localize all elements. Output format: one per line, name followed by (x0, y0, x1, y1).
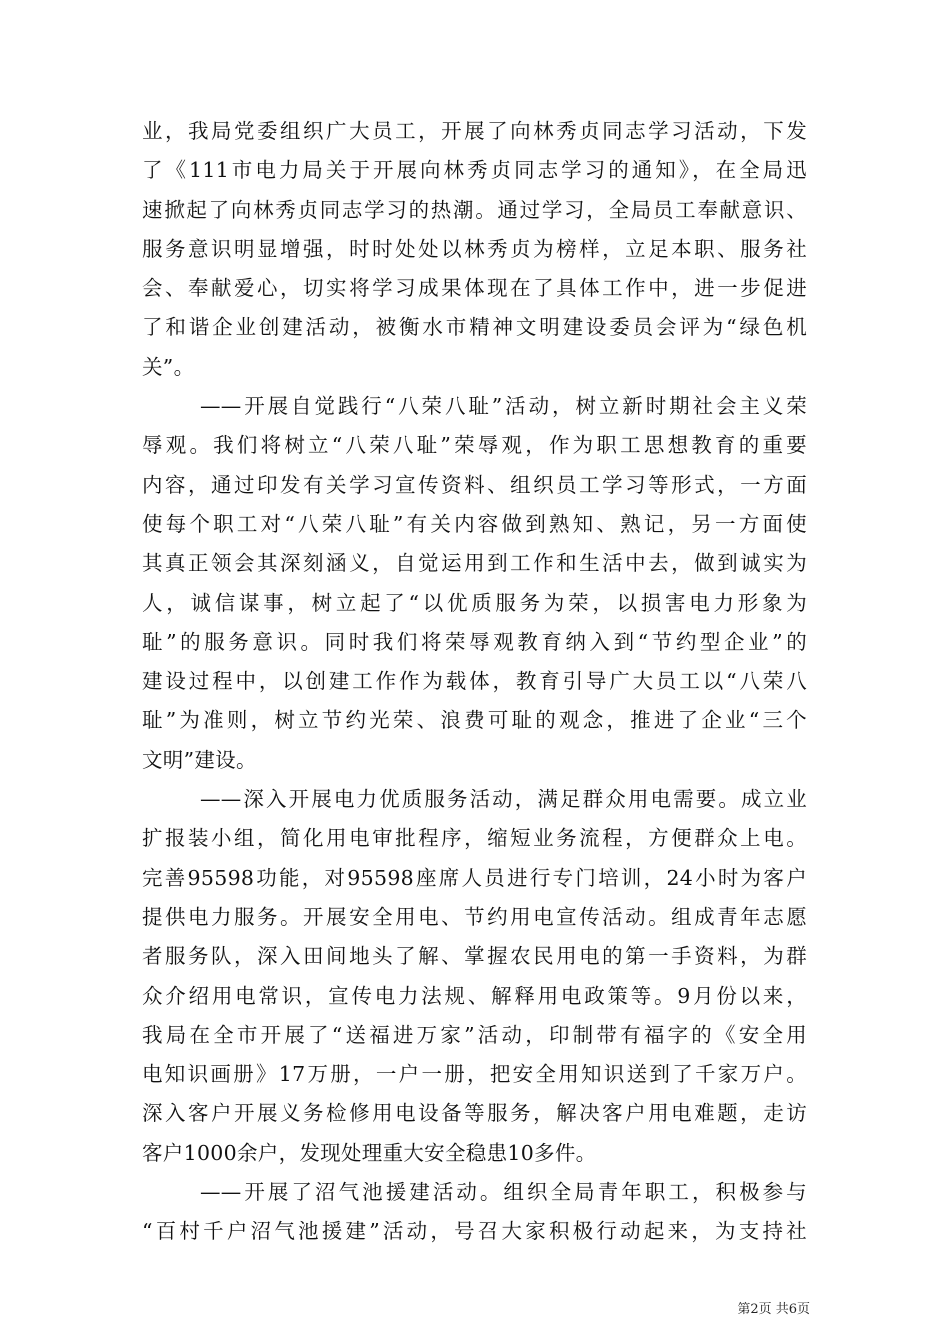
text-line: 辱观。我们将树立“八荣八耻”荣辱观，作为职工思想教育的重要 (142, 433, 807, 458)
text-line: 服务意识明显增强，时时处处以林秀贞为榜样，立足本职、服务社 (142, 236, 807, 261)
text-line: “百村千户沼气池援建”活动，号召大家积极行动起来，为支持社 (142, 1219, 807, 1244)
page-number-footer: 第2页 共6页 (737, 1302, 810, 1317)
text-line: 我局在全市开展了“送福进万家”活动，印制带有福字的《安全用 (142, 1022, 807, 1047)
text-line: 耻”的服务意识。同时我们将荣辱观教育纳入到“节约型企业”的 (142, 629, 807, 654)
text-line: 了和谐企业创建活动，被衡水市精神文明建设委员会评为“绿色机 (142, 315, 807, 340)
text-line: 使每个职工对“八荣八耻”有关内容做到熟知、熟记，另一方面使 (142, 511, 807, 536)
text-line: 者服务队，深入田间地头了解、掌握农民用电的第一手资料，为群 (142, 944, 807, 969)
text-line: 完善95598功能，对95598座席人员进行专门培训，24小时为客户 (142, 865, 807, 890)
text-line: 耻”为准则，树立节约光荣、浪费可耻的观念，推进了企业“三个 (142, 708, 807, 733)
text-line: 深入客户开展义务检修用电设备等服务，解决客户用电难题，走访 (142, 1101, 807, 1126)
text-line: 业，我局党委组织广大员工，开展了向林秀贞同志学习活动，下发 (142, 119, 807, 143)
text-line: 提供电力服务。开展安全用电、节约用电宣传活动。组成青年志愿 (142, 904, 807, 929)
paragraph-start-line: ——开展了沼气池援建活动。组织全局青年职工，积极参与 (200, 1180, 807, 1205)
text-line: 速掀起了向林秀贞同志学习的热潮。通过学习，全局员工奉献意识、 (142, 197, 807, 222)
document-body (142, 112, 807, 1252)
text-line: 了《111市电力局关于开展向林秀贞同志学习的通知》，在全局迅 (142, 158, 807, 183)
text-line: 内容，通过印发有关学习宣传资料、组织员工学习等形式，一方面 (142, 472, 807, 497)
text-line: 文明”建设。 (142, 747, 257, 772)
text-line: 其真正领会其深刻涵义，自觉运用到工作和生活中去，做到诚实为 (142, 551, 807, 576)
text-line: 电知识画册》17万册，一户一册，把安全用知识送到了千家万户。 (142, 1062, 807, 1087)
text-line: 关”。 (142, 354, 195, 379)
text-line: 人，诚信谋事，树立起了“以优质服务为荣，以损害电力形象为 (142, 590, 807, 615)
text-line: 建设过程中，以创建工作作为载体，教育引导广大员工以“八荣八 (142, 669, 807, 694)
text-line: 会、奉献爱心，切实将学习成果体现在了具体工作中，进一步促进 (142, 276, 807, 301)
text-line: 扩报装小组，简化用电审批程序，缩短业务流程，方便群众上电。 (142, 826, 807, 851)
text-line: 众介绍用电常识，宣传电力法规、解释用电政策等。9月份以来， (142, 983, 807, 1008)
paragraph-start-line: ——开展自觉践行“八荣八耻”活动，树立新时期社会主义荣 (200, 394, 807, 419)
paragraph-start-line: ——深入开展电力优质服务活动，满足群众用电需要。成立业 (200, 787, 807, 812)
text-line: 客户1000余户，发现处理重大安全稳患10多件。 (142, 1140, 597, 1165)
